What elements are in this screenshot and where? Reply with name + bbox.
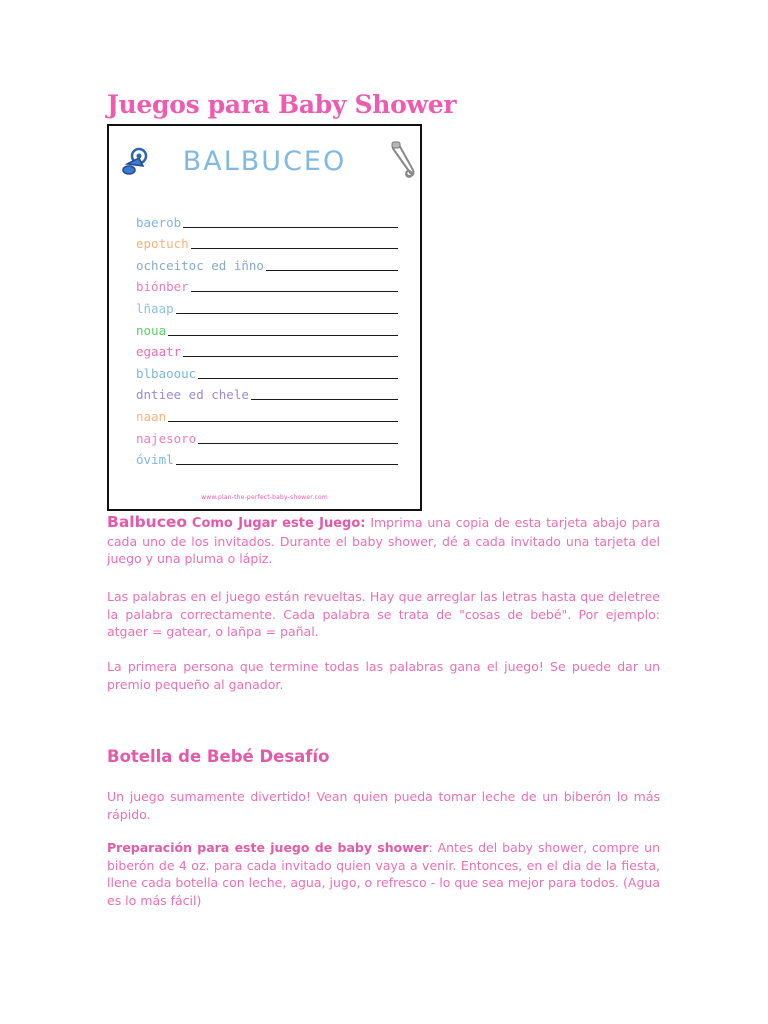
answer-blank-line — [191, 248, 398, 249]
word-row — [136, 208, 398, 230]
word-row — [136, 230, 398, 252]
balbuceo-section — [107, 514, 660, 568]
preparation-label: Preparación para este juego de baby shower — [107, 840, 429, 855]
card-title: BALBUCEO — [182, 146, 347, 177]
word-row — [136, 316, 398, 338]
balbuceo-rules-paragraph: Las palabras en el juego están revueltas. Hay que arreglar las letras hasta que deletree la palabra correctamente. Cada palabra se trata de "cosas de bebé". Por ejemplo: atgaer = gatear, o lañpa = pañal. — [107, 589, 660, 639]
scrambled-word: naan — [136, 408, 167, 424]
word-row — [136, 294, 398, 316]
answer-blank-line — [266, 270, 398, 271]
word-row — [136, 251, 398, 273]
word-row — [136, 424, 398, 446]
scrambled-word: blbaoouc — [136, 365, 197, 381]
balbuceo-game-card — [107, 124, 422, 511]
scrambled-word: baerob — [136, 214, 182, 230]
document-title: Juegos para Baby Shower — [107, 90, 457, 119]
word-row — [136, 402, 398, 424]
scrambled-word-list — [136, 208, 398, 467]
scrambled-word: lñaap — [136, 300, 174, 316]
scrambled-word: dntiee ed chele — [136, 387, 249, 403]
botella-intro-paragraph: Un juego sumamente divertido! Vean quien pueda tomar leche de un biberón lo más rápido. — [107, 789, 660, 822]
answer-blank-line — [198, 443, 398, 444]
balbuceo-winner-paragraph: La primera persona que termine todas las palabras gana el juego! Se puede dar un premio pequeño al ganador. — [107, 659, 660, 692]
word-row — [136, 446, 398, 468]
answer-blank-line — [183, 356, 398, 357]
word-row — [136, 338, 398, 360]
scrambled-word: najesoro — [136, 430, 197, 446]
preparation-text: : Antes del baby shower, compre un biberón de 4 oz. para cada invitado quien vaya a venir. Entonces, en el dia de la fiesta, llene cada botella con leche, agua, jugo, o refresco - lo que sea mejor para todos. (Agua es lo más fácil) — [107, 840, 661, 908]
card-footer-url: www.plan-the-perfect-baby-shower.com — [201, 494, 328, 501]
scrambled-word: egaatr — [136, 344, 182, 360]
balbuceo-heading: Balbuceo — [107, 513, 188, 531]
answer-blank-line — [191, 291, 398, 292]
word-row — [136, 359, 398, 381]
how-to-play-label: Como Jugar este Juego: — [191, 516, 366, 531]
scrambled-word: óviml — [136, 452, 174, 468]
word-row — [136, 273, 398, 295]
answer-blank-line — [183, 227, 398, 228]
scrambled-word: noua — [136, 322, 167, 338]
scrambled-word: epotuch — [136, 236, 189, 252]
answer-blank-line — [168, 335, 398, 336]
answer-blank-line — [176, 313, 398, 314]
botella-heading: Botella de Bebé Desafío — [107, 747, 330, 766]
answer-blank-line — [168, 421, 398, 422]
safety-pin-icon — [389, 140, 417, 184]
scrambled-word: ochceitoc ed iñno — [136, 257, 264, 273]
scrambled-word: biónber — [136, 279, 189, 295]
botella-preparation-paragraph — [107, 839, 660, 909]
answer-blank-line — [251, 399, 398, 400]
balbuceo-instructions: Imprima una copia de esta tarjeta abajo para cada uno de los invitados. Durante el baby shower, dé a cada invitado una tarjeta del juego y una pluma o lápiz. — [107, 515, 660, 566]
answer-blank-line — [176, 464, 398, 465]
answer-blank-line — [198, 378, 398, 379]
word-row — [136, 381, 398, 403]
